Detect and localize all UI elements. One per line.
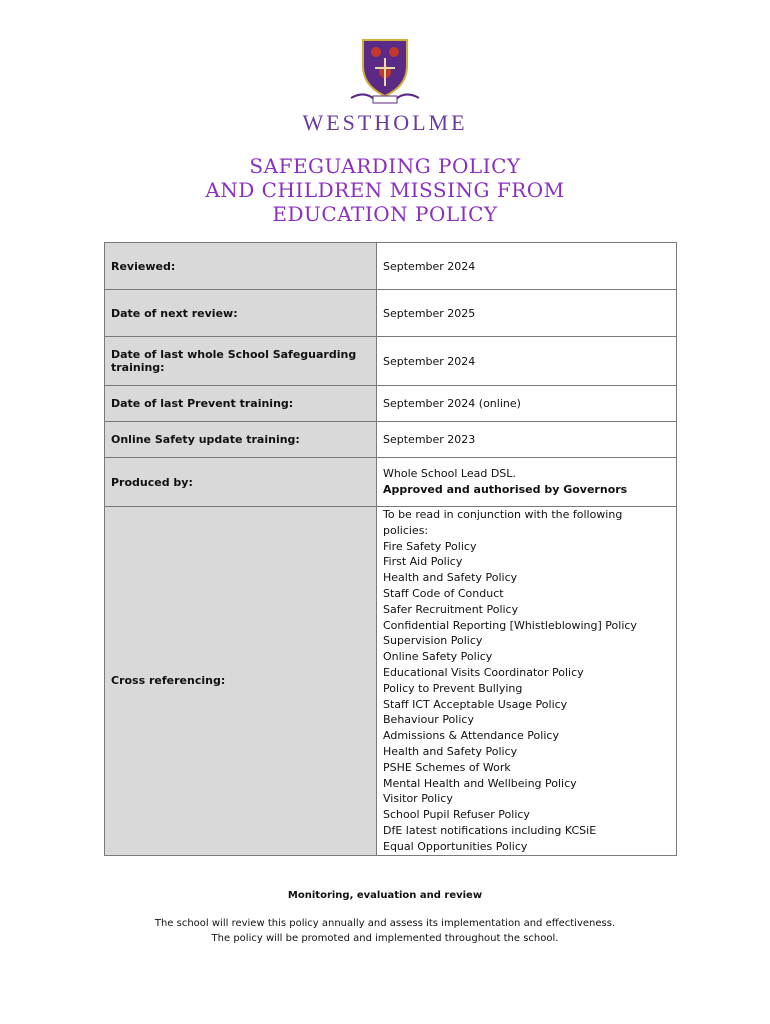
footer-text: The school will review this policy annually and assess its implementation and effectiveness. bbox=[154, 918, 616, 929]
table-row bbox=[105, 337, 677, 386]
row-value bbox=[377, 458, 677, 507]
list-item: Supervision Policy bbox=[383, 634, 483, 648]
row-label: Produced by: bbox=[105, 458, 377, 507]
school-crest-icon bbox=[345, 38, 425, 108]
row-label: Date of last whole School Safeguarding training: bbox=[105, 337, 377, 386]
policy-details-table bbox=[104, 242, 677, 856]
list-item: Policy to Prevent Bullying bbox=[383, 681, 523, 695]
row-value: September 2025 bbox=[377, 290, 677, 337]
list-item: Health and Safety Policy bbox=[383, 744, 518, 758]
list-item: Educational Visits Coordinator Policy bbox=[383, 665, 584, 679]
list-item: Safer Recruitment Policy bbox=[383, 602, 519, 616]
list-item: Behaviour Policy bbox=[383, 713, 474, 727]
list-item: Fire Safety Policy bbox=[383, 539, 477, 553]
row-value: September 2023 bbox=[377, 422, 677, 458]
approval-text: Approved and authorised by Governors bbox=[383, 483, 628, 496]
page-title bbox=[0, 154, 770, 226]
table-row bbox=[105, 458, 677, 507]
row-label: Date of last Prevent training: bbox=[105, 386, 377, 422]
list-item: DfE latest notifications including KCSiE bbox=[383, 823, 597, 837]
school-wordmark: WESTHOLME bbox=[302, 110, 468, 135]
footer-text: The policy will be promoted and implemented throughout the school. bbox=[211, 933, 559, 944]
table-row bbox=[105, 243, 677, 290]
footer-heading: Monitoring, evaluation and review bbox=[287, 890, 483, 901]
list-item: Mental Health and Wellbeing Policy bbox=[383, 776, 577, 790]
row-label: Cross referencing: bbox=[105, 507, 377, 856]
row-label: Online Safety update training: bbox=[105, 422, 377, 458]
table-row bbox=[105, 422, 677, 458]
table-row bbox=[105, 507, 677, 856]
list-item: Staff Code of Conduct bbox=[383, 586, 504, 600]
row-value: September 2024 bbox=[377, 243, 677, 290]
list-item: School Pupil Refuser Policy bbox=[383, 808, 530, 822]
list-item: PSHE Schemes of Work bbox=[383, 760, 511, 774]
cross-reference-intro: To be read in conjunction with the following policies: bbox=[383, 508, 623, 537]
title-line: SAFEGUARDING POLICY bbox=[249, 154, 521, 178]
list-item: Admissions & Attendance Policy bbox=[383, 729, 559, 743]
table-row bbox=[105, 386, 677, 422]
row-value: September 2024 bbox=[377, 337, 677, 386]
list-item: Staff ICT Acceptable Usage Policy bbox=[383, 697, 568, 711]
list-item: First Aid Policy bbox=[383, 555, 463, 569]
list-item: Health and Safety Policy bbox=[383, 571, 518, 585]
title-line: EDUCATION POLICY bbox=[272, 202, 498, 226]
title-line: AND CHILDREN MISSING FROM bbox=[205, 178, 565, 202]
cross-reference-list bbox=[377, 507, 677, 856]
list-item: Equal Opportunities Policy bbox=[383, 839, 528, 853]
produced-by-text: Whole School Lead DSL. bbox=[383, 467, 516, 481]
list-item: Confidential Reporting [Whistleblowing] Policy bbox=[383, 618, 637, 632]
row-label: Date of next review: bbox=[105, 290, 377, 337]
list-item: Online Safety Policy bbox=[383, 650, 493, 664]
row-label: Reviewed: bbox=[105, 243, 377, 290]
row-value: September 2024 (online) bbox=[377, 386, 677, 422]
list-item: Visitor Policy bbox=[383, 792, 453, 806]
table-row bbox=[105, 290, 677, 337]
